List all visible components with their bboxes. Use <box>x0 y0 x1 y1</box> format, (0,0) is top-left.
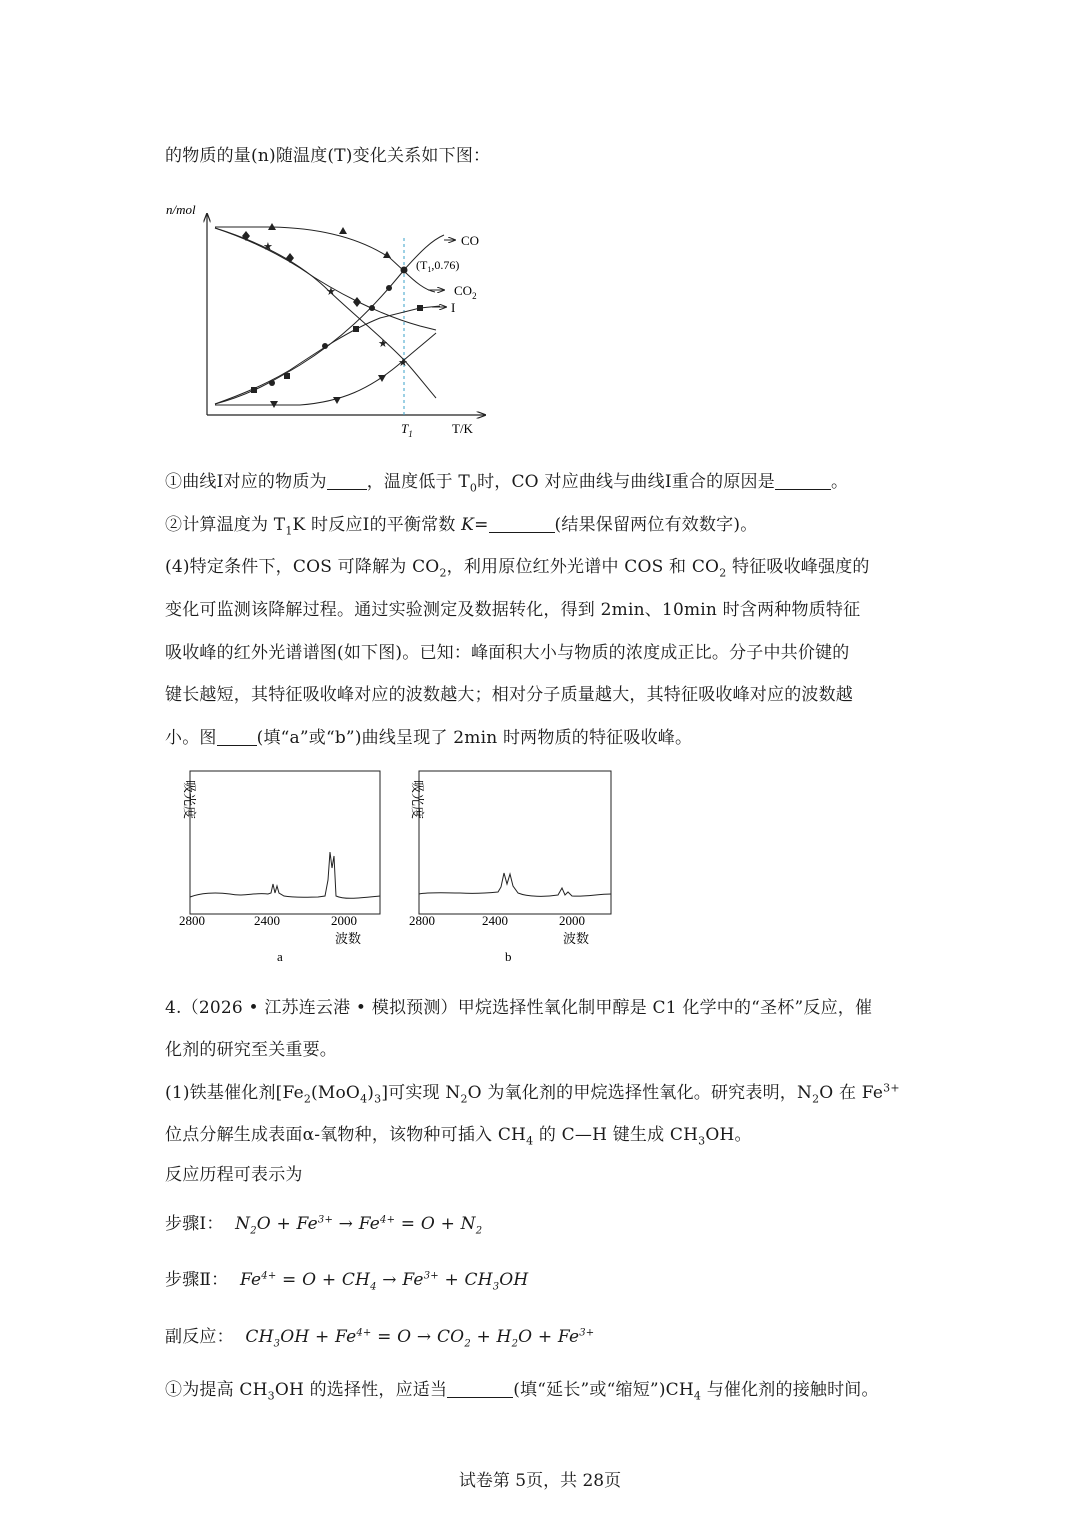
marker-invtri-2 <box>333 397 341 404</box>
spectrum-a-tick-2400: 2400 <box>254 913 280 928</box>
marker-tri-2 <box>339 227 347 234</box>
blank-ab[interactable] <box>217 728 257 746</box>
marker-circle-4 <box>386 285 392 291</box>
spectrum-b-label: b <box>505 949 512 964</box>
blank-k[interactable] <box>489 515 555 533</box>
spectrum-a-line <box>190 852 380 898</box>
p4-line-3: 吸收峰的红外光谱谱图(如下图)。已知：峰面积大小与物质的浓度成正比。分子中共价键的 <box>165 643 850 663</box>
spectrum-b-ylabel: 吸光度 <box>410 780 425 820</box>
spectrum-b-tick-2800: 2800 <box>409 913 435 928</box>
q4-line-2: 化剂的研究至关重要。 <box>165 1040 337 1060</box>
marker-sq-4 <box>417 305 423 311</box>
n-vs-t-chart <box>160 195 490 445</box>
marker-star-3: ★ <box>378 338 388 350</box>
intro-text: 的物质的量(n)随温度(T)变化关系如下图： <box>165 146 491 166</box>
label-co: CO <box>461 233 480 248</box>
curve-square <box>215 306 440 404</box>
t1-tick-label: $T_1$ <box>401 421 413 439</box>
point-label: $(T_1,0.76)$ <box>416 258 460 274</box>
q4-line-4: 位点分解生成表面α-氧物种，该物种可插入 $CH_4$ 的 C—H 键生成 $CH_3OH$。 <box>165 1125 752 1148</box>
curve-star <box>215 228 436 398</box>
q4-line-5: 反应历程可表示为 <box>165 1165 303 1185</box>
curve-diamond <box>215 228 436 330</box>
question-1: ①曲线Ⅰ对应的物质为 ，温度低于 $T_0$时，CO 对应曲线与曲线Ⅰ重合的原因是 。 <box>165 472 849 495</box>
q4-line-1: 4.（2026 • 江苏连云港 • 模拟预测）甲烷选择性氧化制甲醇是 C1 化学中的“圣杯”反应，催 <box>165 998 873 1018</box>
point-t1-076 <box>401 267 408 274</box>
spectrum-a-tick-2000: 2000 <box>331 913 357 928</box>
label-co2: $CO_2$ <box>454 283 477 301</box>
spectrum-b-xlabel: 波数 <box>563 931 590 946</box>
x-axis-label: T/K <box>452 421 473 436</box>
blank-time[interactable] <box>447 1380 513 1398</box>
step-2-equation: $Fe^{4+} = O + CH_4 \to Fe^{3+} + CH_3OH$ <box>239 1270 529 1293</box>
side-reaction: 副反应： $CH_3OH + Fe^{4+} = O \to CO_2 + H_2O + Fe^{3+}$ <box>165 1327 595 1350</box>
spectrum-b-tick-2400: 2400 <box>482 913 508 928</box>
spectrum-b-line <box>419 873 611 896</box>
marker-star-1: ★ <box>263 241 273 253</box>
y-axis-label: n/mol <box>166 202 196 217</box>
q4-question-1: ①为提高 $CH_3OH$ 的选择性，应适当 (填“延长”或“缩短$”)CH_4$ 与催化剂的接触时间。 <box>165 1380 879 1403</box>
marker-sq-2 <box>284 373 290 379</box>
spectrum-a-label: a <box>277 949 283 964</box>
p4-line-2: 变化可监测该降解过程。通过实验测定及数据转化，得到 2min、10min 时含两种物质特征 <box>165 600 861 620</box>
curve-circle <box>215 235 444 404</box>
marker-sq-3 <box>353 326 359 332</box>
p4-line-1: (4)特定条件下，COS 可降解为 $CO_2$，利用原位红外光谱中 COS 和 $CO_2$ 特征吸收峰强度的 <box>165 557 870 580</box>
spectrum-b-tick-2000: 2000 <box>559 913 585 928</box>
spectra-figure <box>165 765 635 965</box>
p4-line-5: 小。图 (填“a”或“b”)曲线呈现了 2min 时两物质的特征吸收峰。 <box>165 728 693 748</box>
question-2: ②计算温度为 $T_1K$ 时反应Ⅰ的平衡常数 K= (结果保留两位有效数字)。 <box>165 515 758 538</box>
step-1-equation: $N_2O + Fe^{3+} \to Fe^{4+} = O + N_2$ <box>235 1214 483 1237</box>
label-i: I <box>451 300 456 315</box>
marker-star-2: ★ <box>326 286 336 298</box>
blank-1[interactable] <box>327 472 367 490</box>
marker-circle-3 <box>369 305 375 311</box>
spectrum-a-tick-2800: 2800 <box>179 913 205 928</box>
side-reaction-equation: $CH_3OH + Fe^{4+} = O \to CO_2 + H_2O + Fe^{3+}$ <box>245 1327 595 1350</box>
step-1: 步骤Ⅰ： $N_2O + Fe^{3+} \to Fe^{4+} = O + N_2$ <box>165 1214 483 1237</box>
blank-2[interactable] <box>775 472 831 490</box>
marker-sq-1 <box>251 387 257 393</box>
spectrum-a-ylabel: 吸光度 <box>182 780 197 820</box>
q4-line-3: (1)铁基催化剂$[Fe_2(MoO_4)_3]$可实现 $N_2O$ 为氧化剂的甲烷选择性氧化。研究表明，$N_2O$ 在 $Fe^{3+}$ <box>165 1081 900 1106</box>
spectrum-a-xlabel: 波数 <box>335 931 362 946</box>
p4-line-4: 键长越短，其特征吸收峰对应的波数越大；相对分子质量越大，其特征吸收峰对应的波数越 <box>165 685 853 705</box>
marker-invtri-3 <box>378 375 386 382</box>
marker-star-4: ★ <box>398 357 408 369</box>
page-footer: 试卷第 5页，共 28页 <box>458 1471 622 1491</box>
marker-dia-3 <box>353 297 361 307</box>
step-2: 步骤Ⅱ： $Fe^{4+} = O + CH_4 \to Fe^{3+} + CH_3OH$ <box>165 1270 529 1293</box>
marker-dia-2 <box>286 253 294 263</box>
